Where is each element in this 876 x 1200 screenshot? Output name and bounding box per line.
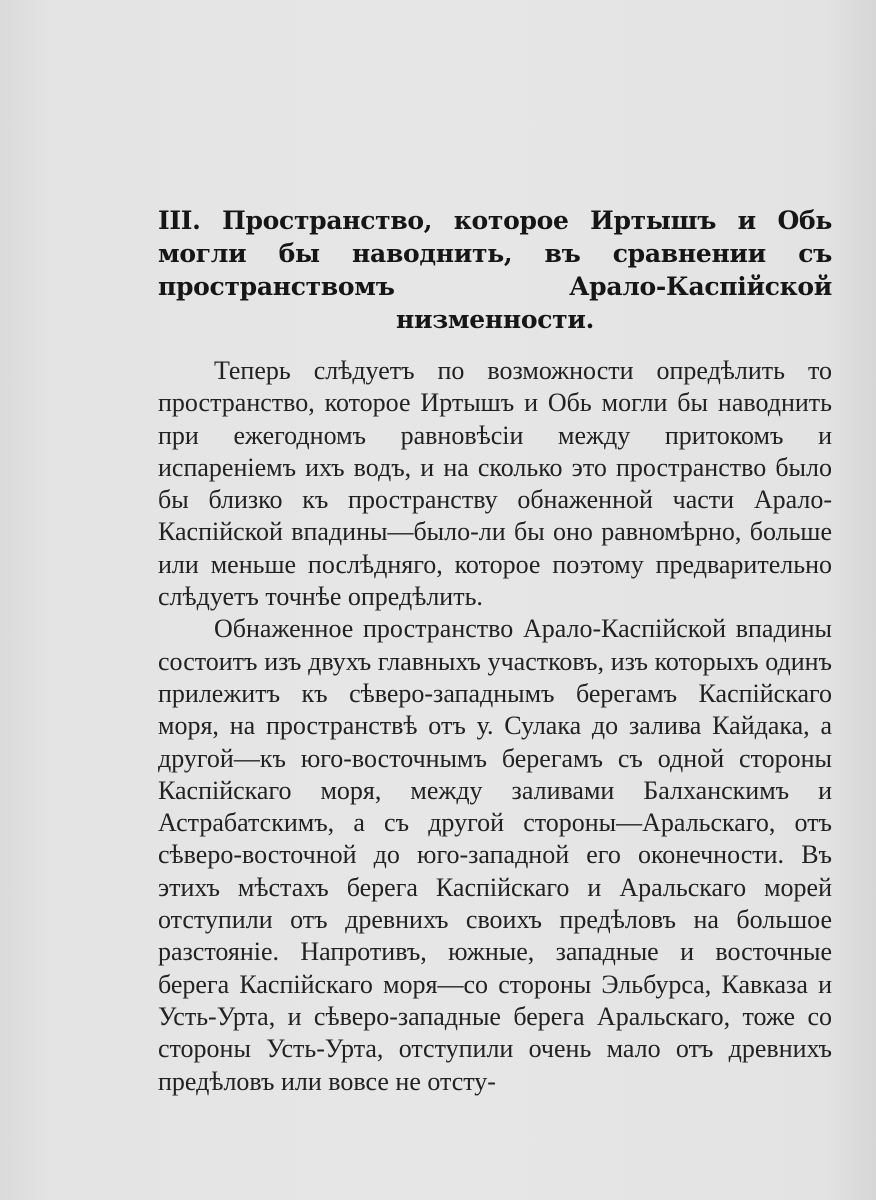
body-text [158, 355, 832, 1098]
section-heading: III. Пространство, которое Иртышъ и Обь могли бы наводнить, въ сравнении съ пространствомъ Арало-Каспiйской низменности. [158, 206, 832, 334]
paragraph-1: Теперь слѣдуетъ по возможности опредѣлить то пространство, которое Иртышъ и Обь могли бы наводнить при ежегодномъ равновѣсiи между притокомъ и испаренiемъ ихъ водъ, и на сколько это пространство было бы близко къ пространству обнаженной части Арало-Каспiйской впадины—было-ли бы оно равномѣрно, больше или меньше послѣдняго, которое поэтому предварительно слѣдуетъ точнѣе опредѣлить. [158, 356, 832, 612]
paragraph-2: Обнаженное пространство Арало-Каспiйской впадины состоитъ изъ двухъ главныхъ участковъ, изъ которыхъ одинъ прилежитъ къ сѣверо-западнымъ берегамъ Каспiйскаго моря, на пространствѣ отъ у. Сулака до залива Кайдака, а другой—къ юго-восточнымъ берегамъ съ одной стороны Каспiйскаго моря, между заливами Балханскимъ и Астрабатскимъ, а съ другой стороны—Аральскаго, отъ сѣверо-восточной до юго-западной его оконечности. Въ этихъ мѣстахъ берега Каспiйскаго и Аральскаго морей отступили отъ древнихъ своихъ предѣловъ на большое разстоянiе. Напротивъ, южные, западные и восточные берега Каспiйскаго моря—со стороны Эльбурса, Кавказа и Усть-Урта, и сѣверо-западные берега Аральскаго, тоже со стороны Усть-Урта, отступили очень мало отъ древнихъ предѣловъ или вовсе не отсту- [158, 614, 832, 1096]
text-column [158, 204, 832, 1098]
